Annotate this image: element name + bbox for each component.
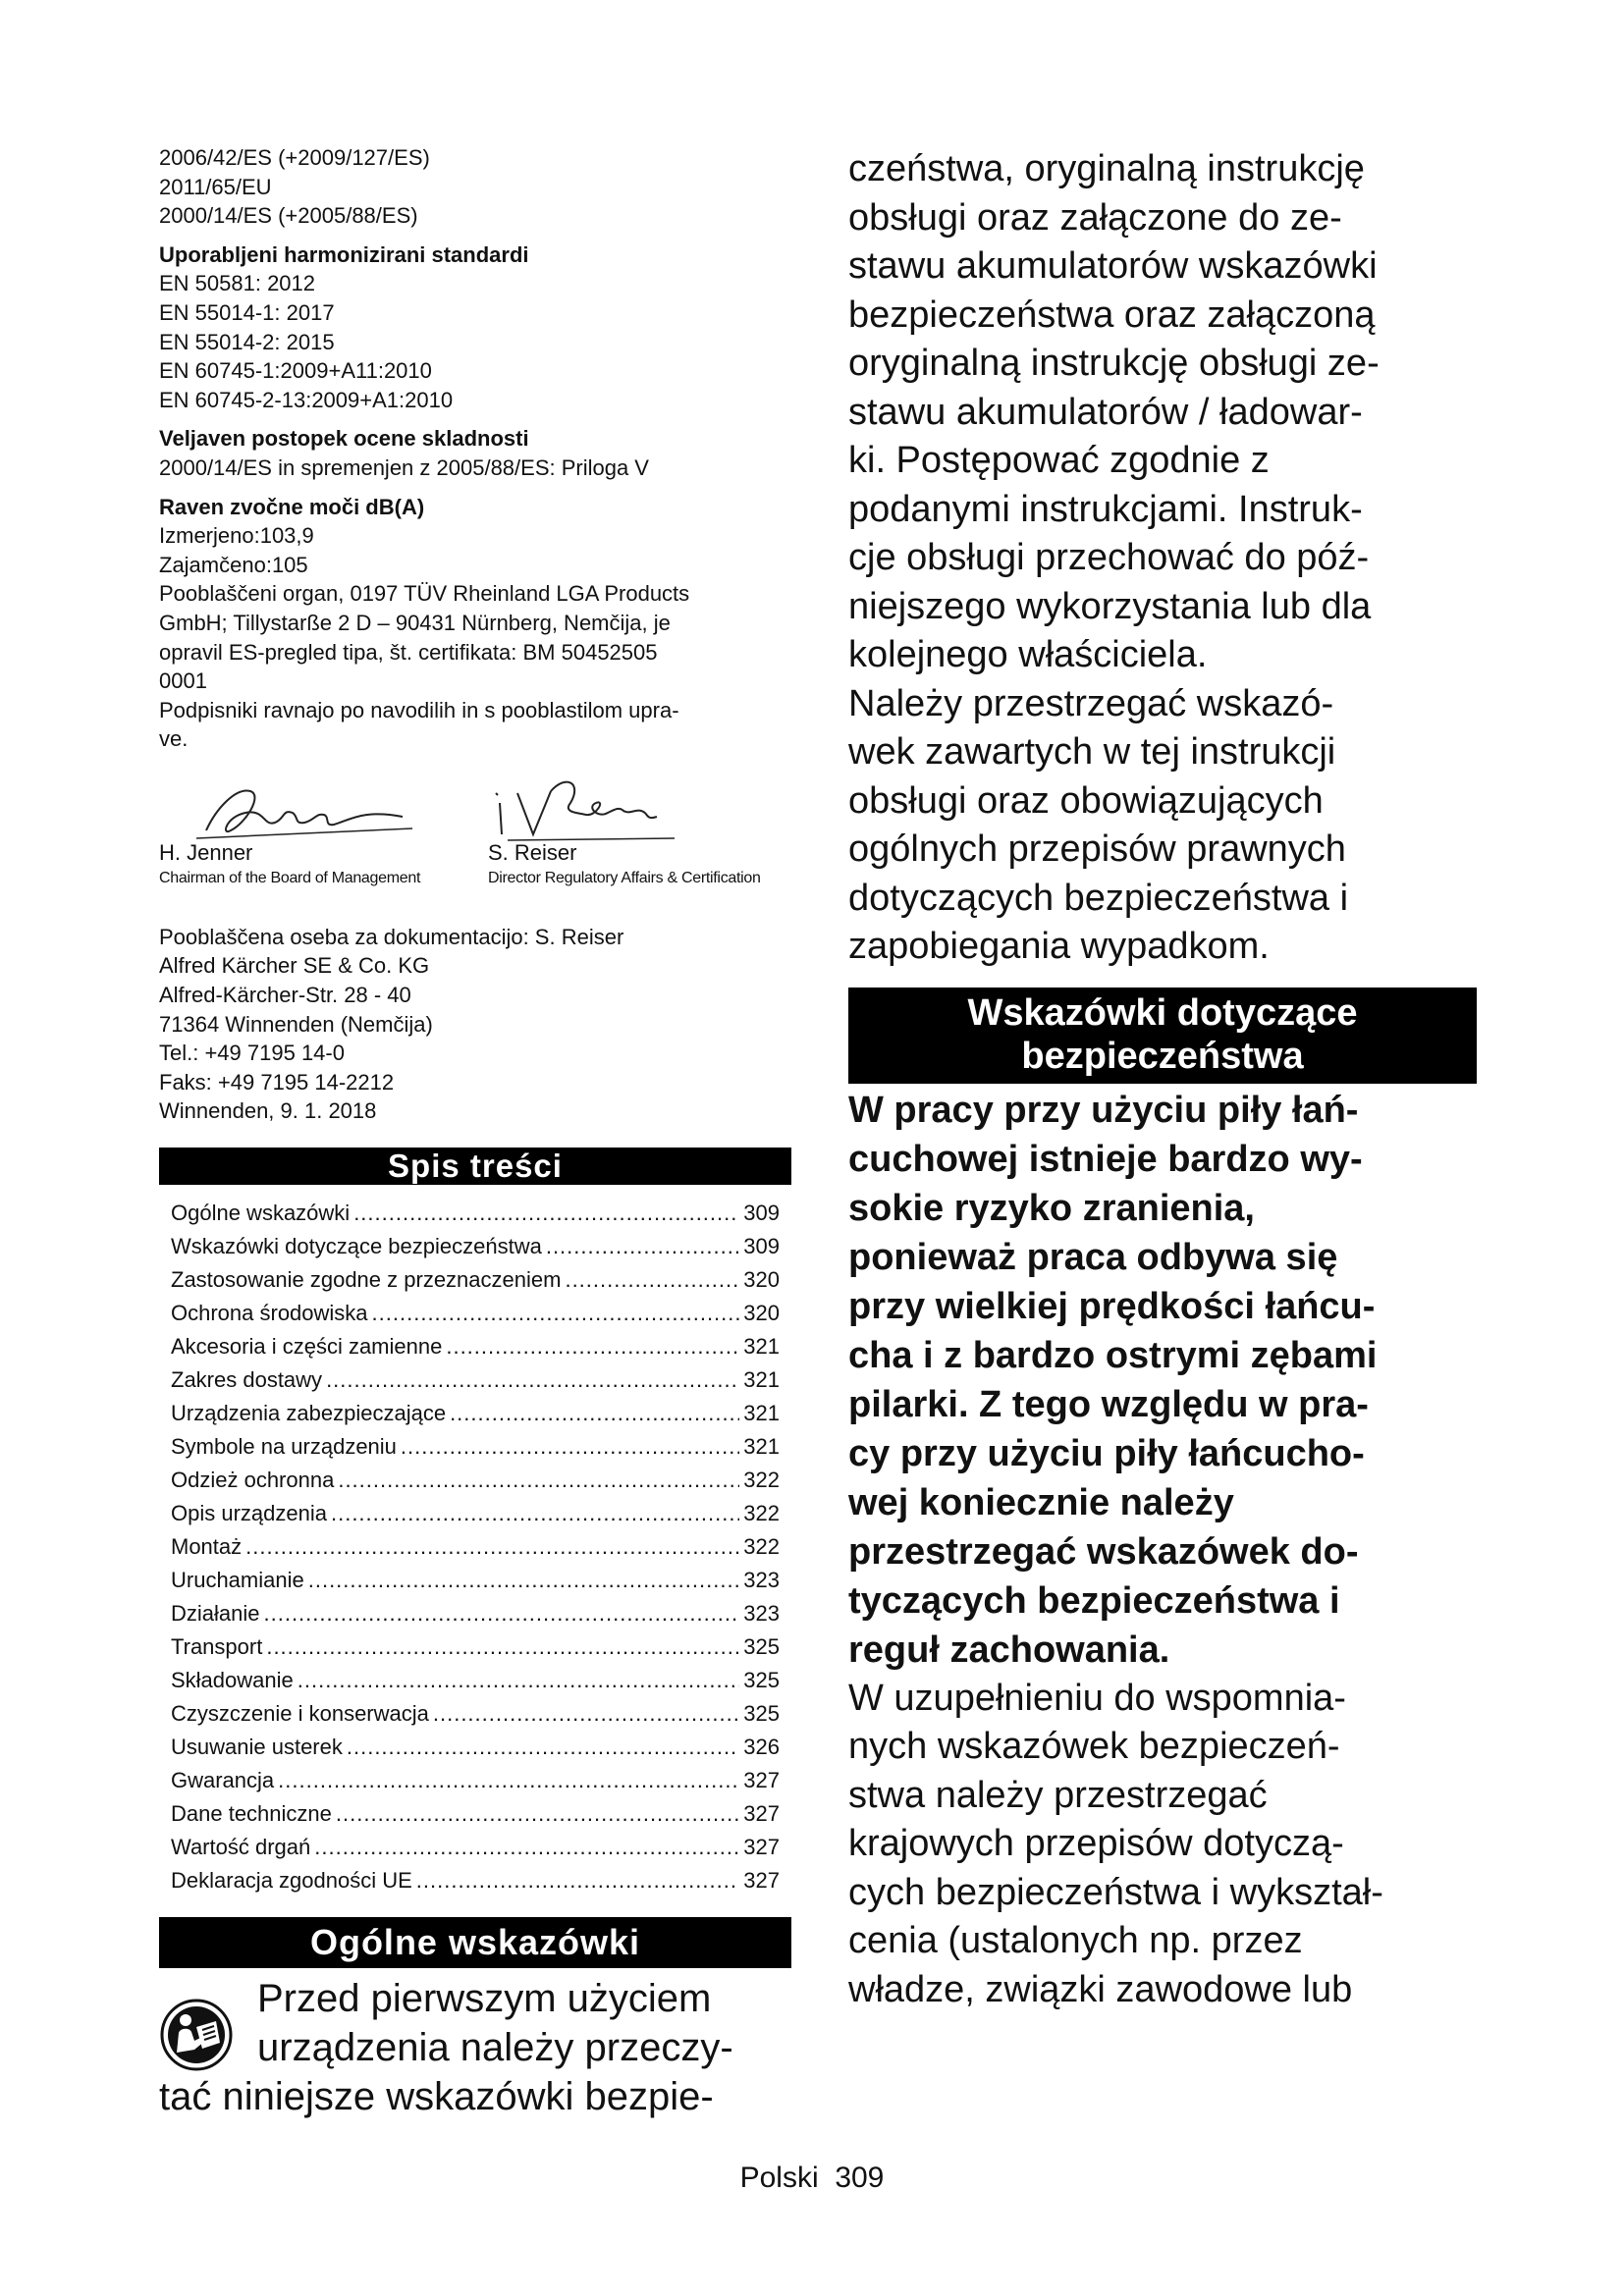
toc-entry-title: Opis urządzenia [171,1501,327,1526]
toc-entry[interactable] [171,1630,780,1664]
warning-line: przestrzegać wskazówek do- [848,1530,1359,1573]
warning-line: ponieważ praca odbywa się [848,1236,1338,1278]
text-line: obsługi oraz załączone do ze- [848,196,1342,239]
contact-line: Alfred-Kärcher-Str. 28 - 40 [159,983,411,1008]
toc-entry-page: 321 [743,1367,780,1393]
toc-entry-page: 323 [743,1601,780,1627]
text-line: zapobiegania wypadkom. [848,926,1270,967]
signature-jenner-image [177,770,422,848]
toc-entry-page: 321 [743,1334,780,1360]
toc-entry-title: Deklaracja zgodności UE [171,1868,412,1894]
safety-heading-line: bezpieczeństwa [1021,1035,1304,1077]
text-line: cje obsługi przechować do póź- [848,537,1370,578]
directive: 2006/42/ES (+2009/127/ES) [159,145,430,170]
standard: EN 55014-2: 2015 [159,329,335,354]
directive: 2011/65/EU [159,174,272,199]
warning-line: tyczących bezpieczeństwa i [848,1579,1340,1622]
notified-body-line: 0001 [159,668,207,694]
warning-line: cuchowej istnieje bardzo wy- [848,1138,1363,1180]
toc-entry[interactable] [171,1330,780,1363]
toc-entry-title: Zakres dostawy [171,1367,323,1393]
declaration-block [159,143,791,754]
signer2-name: S. Reiser [488,839,577,865]
notified-body-line: opravil ES-pregled tipa, št. certifikata: BM 50452505 [159,639,658,665]
toc-entry-title: Transport [171,1634,263,1660]
contact-line: Tel.: +49 7195 14-0 [159,1041,345,1066]
right-column [848,145,1477,2014]
toc-entry-page: 327 [743,1768,780,1793]
text-line: wek zawartych w tej instrukcji [848,731,1336,773]
text-line: krajowych przepisów dotyczą- [848,1823,1344,1864]
toc-entry-title: Akcesoria i części zamienne [171,1334,443,1360]
warning-line: cha i z bardzo ostrymi zębami [848,1334,1378,1376]
contact-block [159,923,791,1126]
toc-entry-page: 327 [743,1868,780,1894]
standard: EN 50581: 2012 [159,271,316,296]
page-number: 309 [835,2162,885,2194]
text-line: ogólnych przepisów prawnych [848,828,1346,870]
toc-entry-title: Uruchamianie [171,1568,304,1593]
toc-entry[interactable] [171,1363,780,1397]
toc-entry[interactable] [171,1297,780,1330]
signer1-name: H. Jenner [159,839,253,865]
regulations-paragraph [848,680,1477,972]
warning-line: wej koniecznie należy [848,1481,1234,1523]
toc-entry-page: 309 [743,1234,780,1259]
toc-entry[interactable] [171,1464,780,1497]
toc-entry[interactable] [171,1497,780,1530]
text-line: ki. Postępować zgodnie z [848,440,1270,481]
toc-entry[interactable] [171,1530,780,1564]
text-line: cenia (ustalonych np. przez [848,1920,1303,1961]
footer-language: Polski [739,2162,819,2194]
toc-entry[interactable] [171,1597,780,1630]
intro-line: Przed pierwszym użyciem [257,1977,712,2021]
text-line: cych bezpieczeństwa i wykształ- [848,1871,1383,1913]
text-line: stawu akumulatorów / ładowar- [848,391,1363,433]
page-footer [0,2162,1624,2195]
toc-entry[interactable] [171,1731,780,1764]
toc-entry-page: 325 [743,1701,780,1727]
toc-entry-title: Usuwanie usterek [171,1735,343,1760]
text-line: bezpieczeństwa oraz załączoną [848,294,1376,336]
text-line: stwa należy przestrzegać [848,1774,1268,1816]
toc-heading: Spis treści [159,1148,791,1185]
warning-line: cy przy użyciu piły łańcucho- [848,1432,1365,1474]
toc-entry-page: 321 [743,1401,780,1426]
toc-entry[interactable] [171,1831,780,1864]
toc-entry-title: Ogólne wskazówki [171,1201,351,1226]
toc-entry[interactable] [171,1263,780,1297]
toc-entry[interactable] [171,1864,780,1897]
toc-entry-page: 322 [743,1468,780,1493]
toc-entry[interactable] [171,1797,780,1831]
text-line: Należy przestrzegać wskazó- [848,682,1334,724]
signature-reiser-image [488,764,714,848]
directive: 2000/14/ES (+2005/88/ES) [159,203,418,229]
table-of-contents [159,1197,791,1897]
warning-line: pilarki. Z tego względu w pra- [848,1383,1369,1425]
standard: EN 55014-1: 2017 [159,299,335,325]
manual-paragraph [848,145,1477,680]
toc-entry[interactable] [171,1430,780,1464]
toc-entry-title: Ochrona środowiska [171,1301,368,1326]
toc-entry-page: 327 [743,1801,780,1827]
standard: EN 60745-2-13:2009+A1:2010 [159,387,454,412]
toc-entry-title: Składowanie [171,1668,294,1693]
text-line: podanymi instrukcjami. Instruk- [848,488,1363,530]
toc-entry-title: Symbole na urządzeniu [171,1434,397,1460]
standard: EN 60745-1:2009+A11:2010 [159,358,432,384]
toc-entry-title: Czyszczenie i konserwacja [171,1701,429,1727]
text-line: oryginalną instrukcję obsługi ze- [848,343,1380,384]
toc-entry[interactable] [171,1564,780,1597]
text-line: stawu akumulatorów wskazówki [848,245,1378,287]
text-line: obsługi oraz obowiązujących [848,779,1324,822]
procedure-text: 2000/14/ES in spremenjen z 2005/88/ES: Priloga V [159,454,649,480]
signers-line: ve. [159,726,189,752]
left-column [159,143,791,2121]
signatures [159,770,791,917]
sound-measured: Izmerjeno:103,9 [159,523,314,549]
text-line: kolejnego właściciela. [848,634,1208,675]
toc-entry-page: 323 [743,1568,780,1593]
toc-entry-title: Montaż [171,1534,243,1560]
toc-entry-page: 326 [743,1735,780,1760]
safety-heading-line: Wskazówki dotyczące [967,991,1358,1034]
warning-line: przy wielkiej prędkości łańcu- [848,1285,1376,1327]
toc-entry-title: Urządzenia zabezpieczające [171,1401,447,1426]
toc-entry-title: Dane techniczne [171,1801,332,1827]
standards-heading: Uporabljeni harmonizirani standardi [159,241,529,267]
toc-entry-page: 321 [743,1434,780,1460]
text-line: władze, związki zawodowe lub [848,1968,1353,2010]
toc-entry-page: 320 [743,1301,780,1326]
read-manual-icon [159,1998,234,2072]
toc-entry[interactable] [171,1230,780,1263]
contact-line: Alfred Kärcher SE & Co. KG [159,953,430,979]
contact-line: Pooblaščena oseba za dokumentacijo: S. Reiser [159,924,624,949]
text-line: niejszego wykorzystania lub dla [848,585,1372,627]
toc-entry[interactable] [171,1397,780,1430]
contact-line: Faks: +49 7195 14-2212 [159,1069,395,1095]
toc-entry[interactable] [171,1697,780,1731]
contact-line: Winnenden, 9. 1. 2018 [159,1098,377,1124]
toc-entry[interactable] [171,1664,780,1697]
warning-line: W pracy przy użyciu piły łań- [848,1089,1359,1131]
toc-entry-title: Odzież ochronna [171,1468,335,1493]
text-line: czeństwa, oryginalną instrukcję [848,148,1365,189]
warning-line: sokie ryzyko zranienia, [848,1187,1255,1229]
procedure-heading: Veljaven postopek ocene skladnosti [159,426,529,452]
toc-entry[interactable] [171,1197,780,1230]
contact-line: 71364 Winnenden (Nemčija) [159,1011,433,1037]
warning-line: reguł zachowania. [848,1629,1170,1671]
toc-entry-page: 325 [743,1634,780,1660]
signer1-role: Chairman of the Board of Management [159,869,421,886]
text-line: W uzupełnieniu do wspomnia- [848,1677,1346,1719]
toc-entry[interactable] [171,1764,780,1797]
text-line: dotyczących bezpieczeństwa i [848,877,1349,919]
signer2-role: Director Regulatory Affairs & Certification [488,869,761,886]
toc-entry-page: 320 [743,1267,780,1293]
general-section-heading: Ogólne wskazówki [159,1917,791,1968]
notified-body-line: Pooblaščeni organ, 0197 TÜV Rheinland LGA Products [159,581,690,607]
toc-entry-title: Wartość drgań [171,1835,311,1860]
toc-entry-title: Działanie [171,1601,260,1627]
toc-entry-page: 309 [743,1201,780,1226]
toc-entry-page: 327 [743,1835,780,1860]
notified-body-line: GmbH; Tillystarße 2 D – 90431 Nürnberg, Nemčija, je [159,610,671,635]
national-rules-paragraph [848,1675,1477,2015]
sound-heading: Raven zvočne moči dB(A) [159,494,425,519]
general-intro [159,1974,791,2121]
intro-line: tać niniejsze wskazówki bezpie- [159,2075,714,2119]
toc-entry-title: Zastosowanie zgodne z przeznaczeniem [171,1267,562,1293]
toc-entry-page: 322 [743,1534,780,1560]
intro-line: urządzenia należy przeczy- [257,2026,733,2070]
toc-entry-title: Wskazówki dotyczące bezpieczeństwa [171,1234,542,1259]
sound-guaranteed: Zajamčeno:105 [159,552,308,577]
toc-entry-page: 325 [743,1668,780,1693]
toc-entry-title: Gwarancja [171,1768,275,1793]
warning-paragraph [848,1086,1477,1675]
safety-section-heading [848,988,1477,1084]
toc-entry-page: 322 [743,1501,780,1526]
text-line: nych wskazówek bezpieczeń- [848,1726,1340,1767]
signers-line: Podpisniki ravnajo po navodilih in s pooblastilom upra- [159,697,679,722]
